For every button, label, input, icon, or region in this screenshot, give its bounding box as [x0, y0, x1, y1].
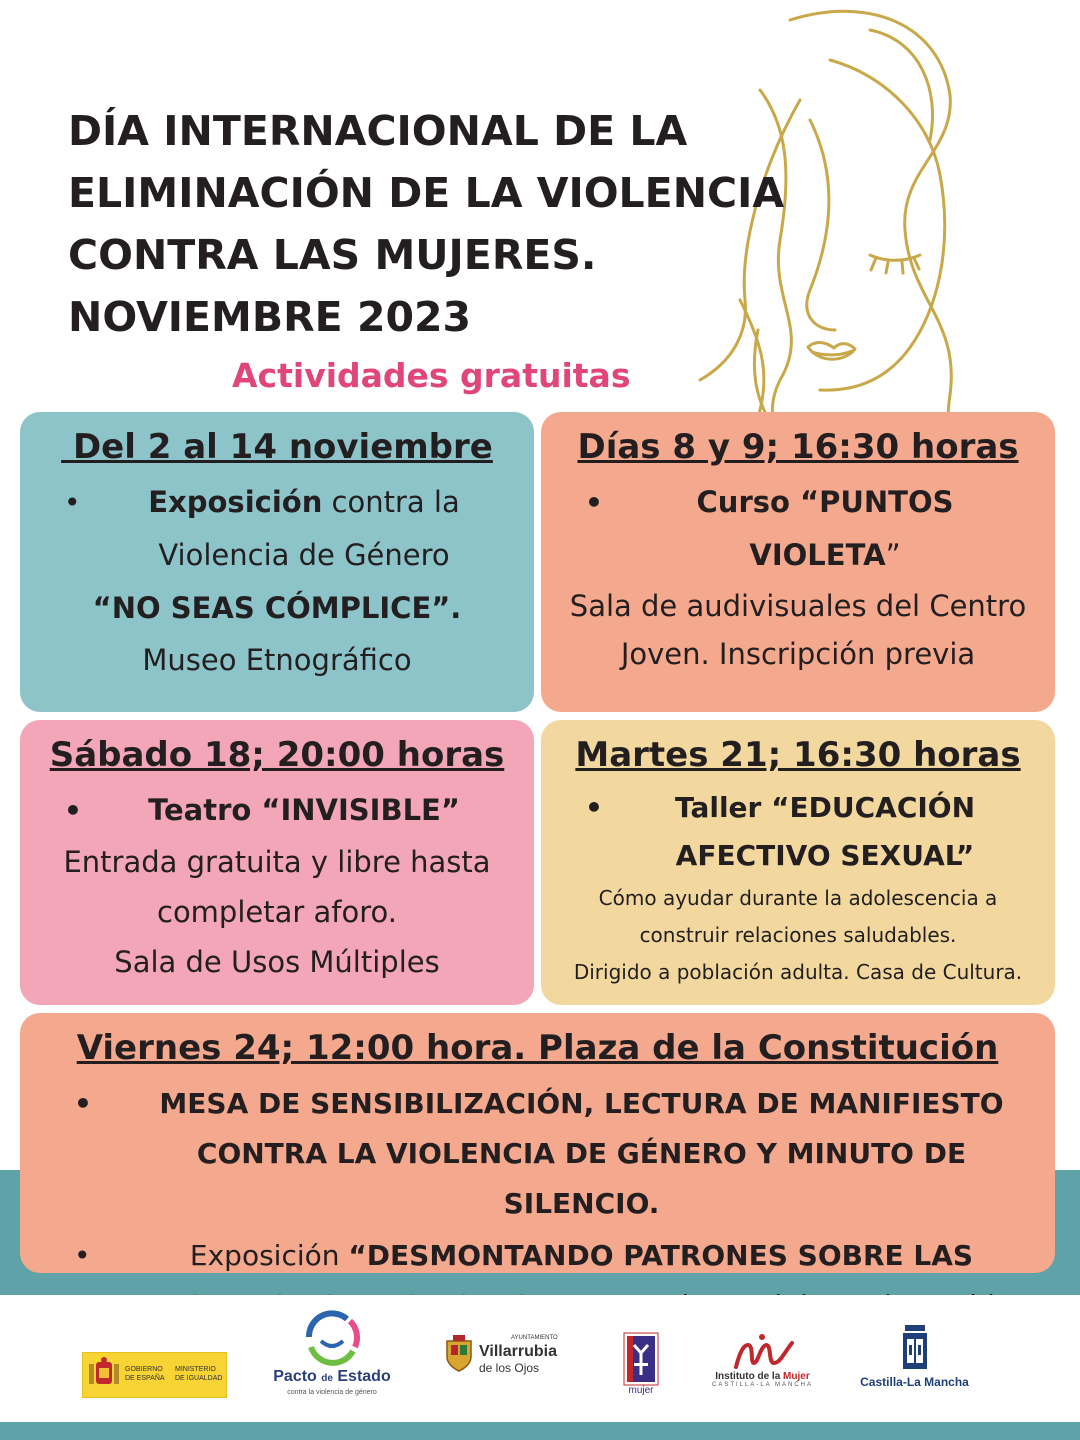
activity-card-theatre: [20, 720, 534, 1005]
title-line: DÍA INTERNACIONAL DE LA: [68, 107, 688, 155]
instituto-m-icon: [728, 1333, 798, 1371]
mujer-logo: [620, 1333, 662, 1401]
card-item: [30, 1079, 1045, 1229]
pacto-title-a: Pacto: [273, 1368, 322, 1385]
clm-castle-icon: [897, 1325, 933, 1375]
item-text: ”: [885, 538, 901, 572]
item-text: Exposición: [189, 1239, 349, 1272]
gobierno-label: GOBIERNO DE ESPAÑA: [125, 1366, 165, 1382]
description: Cómo ayudar durante la adolescencia a: [598, 886, 998, 910]
card-heading: Viernes 24; 12:00 hora. Plaza de la Constitución: [76, 1028, 999, 1068]
item-text: Teatro “INVISIBLE”: [148, 793, 460, 827]
venue: Sala de Usos Múltiples: [114, 945, 440, 979]
bullet: •: [74, 1239, 91, 1272]
entry-note: completar aforo.: [157, 895, 397, 929]
instituto-subtitle: CASTILLA-LA MANCHA: [711, 1382, 814, 1388]
item-text: Taller “EDUCACIÓN: [674, 791, 976, 824]
card-item: [30, 784, 524, 837]
ayuntamiento-villarrubia-logo: [445, 1335, 575, 1385]
bullet: •: [585, 486, 603, 519]
item-text: AFECTIVO SEXUAL”: [675, 839, 975, 872]
pacto-circle-icon: [297, 1307, 367, 1367]
subtitle: Actividades gratuitas: [232, 356, 631, 395]
instituto-de-la-mujer-logo: [700, 1333, 825, 1403]
registration-note: Joven. Inscripción previa: [620, 637, 976, 671]
pacto-title: [262, 1367, 402, 1389]
item-text: Curso “PUNTOS: [696, 485, 954, 519]
item-text: CONTRA LA VIOLENCIA DE GÉNERO Y MINUTO DE SILENCIO.: [196, 1137, 967, 1220]
activity-card-final-event: [20, 1013, 1055, 1273]
item-bold: VIOLETA: [749, 538, 886, 572]
de-los-ojos-label: de los Ojos: [479, 1361, 540, 1375]
card-heading: Del 2 al 14 noviembre: [61, 427, 493, 467]
venue: Museo Etnográfico: [142, 643, 412, 677]
title-line: ELIMINACIÓN DE LA VIOLENCIA: [68, 169, 785, 217]
gobierno-espana-logo: [82, 1352, 227, 1398]
instituto-title: [700, 1371, 825, 1382]
pacto-subtitle: contra la violencia de género: [287, 1389, 377, 1396]
instituto-title-b: Mujer: [783, 1371, 810, 1382]
sponsor-logos: [0, 1295, 1080, 1422]
instituto-title-a: Instituto de la: [715, 1371, 784, 1382]
bullet: •: [64, 794, 82, 827]
card-heading: Martes 21; 16:30 horas: [575, 735, 1021, 775]
activity-card-exhibition: [20, 412, 534, 712]
card-item: [30, 476, 524, 582]
title-line: CONTRA LAS MUJERES.: [68, 231, 597, 279]
pacto-title-b: de: [321, 1373, 333, 1384]
description: construir relaciones saludables.: [639, 923, 957, 947]
item-bold: Exposición: [148, 485, 323, 519]
title-line: NOVIEMBRE 2023: [68, 293, 472, 341]
audience-venue: Dirigido a población adulta. Casa de Cultura.: [573, 960, 1023, 984]
pacto-de-estado-logo: [262, 1307, 402, 1412]
event-title: [68, 100, 908, 348]
villarrubia-shield-icon: [445, 1335, 473, 1373]
item-text: Violencia de Género: [158, 538, 450, 572]
villarrubia-label: Villarrubia: [479, 1343, 557, 1360]
bullet: •: [64, 486, 81, 519]
exhibition-title: “NO SEAS CÓMPLICE”.: [92, 591, 462, 625]
castilla-la-mancha-logo: [852, 1325, 977, 1403]
card-heading: Días 8 y 9; 16:30 horas: [577, 427, 1019, 467]
clm-label: Castilla-La Mancha: [860, 1375, 969, 1389]
item-bold: “DESMONTANDO PATRONES SOBRE LAS: [348, 1239, 974, 1272]
pacto-title-c: Estado: [332, 1368, 391, 1385]
ministerio-label: MINISTERIO DE IGUALDAD: [175, 1366, 223, 1382]
card-item: [551, 476, 1045, 582]
bullet: •: [585, 791, 603, 824]
mujer-label: mujer: [628, 1385, 654, 1396]
ayuntamiento-label: AYUNTAMIENTO: [511, 1335, 558, 1341]
activity-card-workshop: [541, 720, 1055, 1005]
bullet: •: [74, 1087, 92, 1120]
spain-coat-of-arms-icon: [87, 1356, 121, 1394]
mujer-symbol-icon: [624, 1333, 658, 1385]
venue: Sala de audivisuales del Centro: [569, 589, 1027, 623]
activity-card-course: [541, 412, 1055, 712]
bottom-teal-strip: [0, 1422, 1080, 1440]
card-item: [551, 784, 1045, 880]
card-heading: Sábado 18; 20:00 horas: [49, 735, 505, 775]
item-text: MESA DE SENSIBILIZACIÓN, LECTURA DE MANIFIESTO: [159, 1087, 1004, 1120]
item-text: contra la: [322, 485, 460, 519]
entry-note: Entrada gratuita y libre hasta: [63, 845, 491, 879]
